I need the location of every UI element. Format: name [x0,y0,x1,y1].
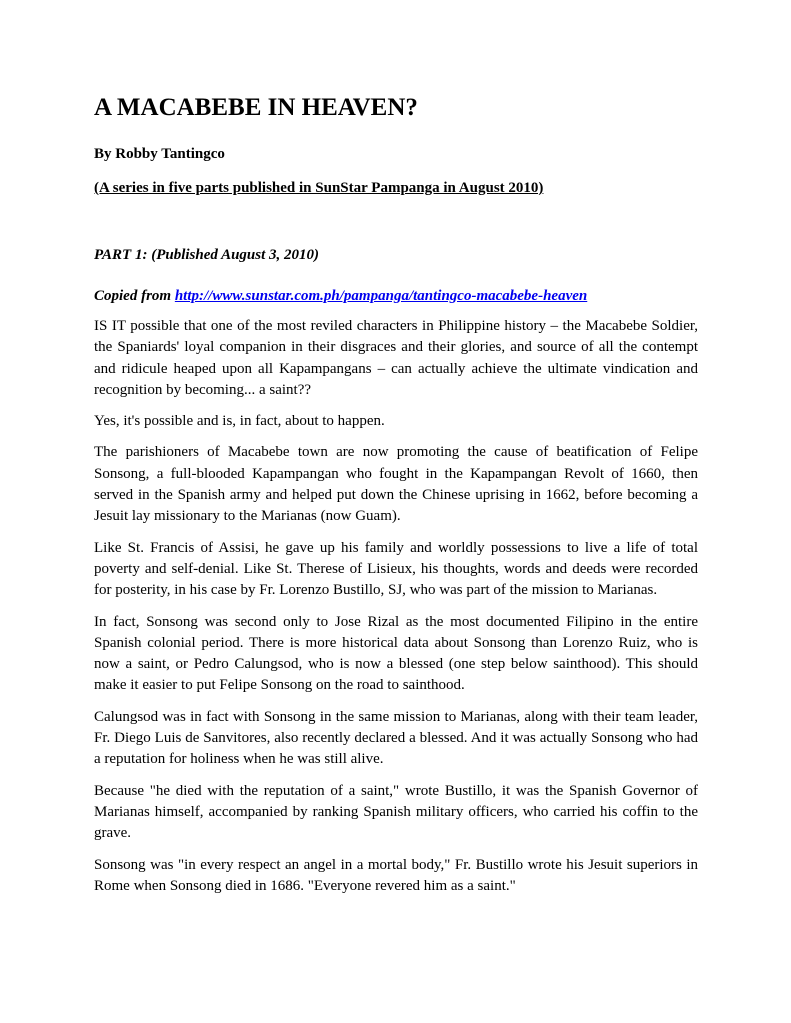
paragraph-8: Sonsong was "in every respect an angel in a mortal body," Fr. Bustillo wrote his Jesuit superiors in Rome when Sonsong died in 1686. "Everyone revered him as a saint." [94,856,698,894]
paragraph-6: Calungsod was in fact with Sonsong in the same mission to Marianas, along with their team leader, Fr. Diego Luis de Sanvitores, also recently declared a blessed. And it was actually Sonsong who had a reputation for holiness when he was still alive. [94,708,698,768]
paragraph-5: In fact, Sonsong was second only to Jose Rizal as the most documented Filipino in the entire Spanish colonial period. There is more historical data about Sonsong than Lorenzo Ruiz, who is now a saint, or Pedro Calungsod, who is now a blessed (one step below sainthood). This should make it easier to put Felipe Sonsong on the road to sainthood. [94,613,698,694]
paragraph-3: The parishioners of Macabebe town are now promoting the cause of beatification of Felipe Sonsong, a full-blooded Kapampangan who fought in the Kapampangan Revolt of 1660, then served in the Spanish army and helped put down the Chinese uprising in 1662, before becoming a Jesuit lay missionary to the Marianas (now Guam). [94,444,698,525]
source-prefix: Copied from [94,288,175,304]
paragraph-4: Like St. Francis of Assisi, he gave up his family and worldly possessions to live a life of total poverty and self-denial. Like St. Therese of Lisieux, his thoughts, words and deeds were recorded for posterity, in his case by Fr. Lorenzo Bustillo, SJ, who was part of the mission to Marianas. [94,539,698,599]
article-title: A MACABEBE IN HEAVEN? [94,94,418,121]
author-byline: By Robby Tantingco [94,146,225,162]
series-note: (A series in five parts published in SunStar Pampanga in August 2010) [94,180,544,196]
part-heading: PART 1: (Published August 3, 2010) [94,247,320,263]
source-link[interactable]: http://www.sunstar.com.ph/pampanga/tantingco-macabebe-heaven [174,288,588,304]
paragraph-1: IS IT possible that one of the most reviled characters in Philippine history – the Macabebe Soldier, the Spaniards' loyal companion in their disgraces and their glories, and source of all the contempt and ridicule heaped upon all Kapampangans – can actually achieve the ultimate vindication and recognition by becoming... a saint?? [94,318,698,398]
document-page [94,92,698,897]
paragraph-2: Yes, it's possible and is, in fact, about to happen. [94,413,385,430]
source-line [94,286,698,306]
paragraph-7: Because "he died with the reputation of a saint," wrote Bustillo, it was the Spanish Governor of Marianas himself, accompanied by ranking Spanish military officers, who carried his coffin to the grave. [94,782,698,842]
